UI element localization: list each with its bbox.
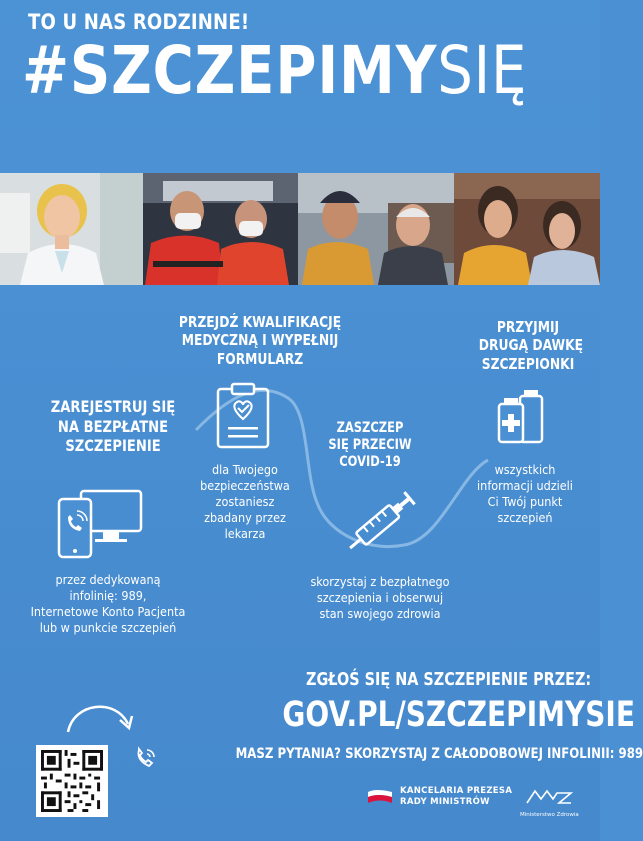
- mz-logo-text: Ministerstwo Zdrowia: [520, 812, 579, 818]
- phone-icon: [134, 746, 158, 770]
- qr-code-pattern: [41, 750, 103, 812]
- kprm-logo: [366, 786, 512, 807]
- kprm-logo-text: KANCELARIA PREZESA RADY MINISTRÓW: [400, 786, 513, 807]
- photo-paramedics: [143, 173, 298, 285]
- cta-register-via: ZGŁOŚ SIĘ NA SZCZEPIENIE PRZEZ:: [306, 669, 592, 690]
- step-qualify-title: PRZEJDŹ KWALIFIKACJĘ MEDYCZNĄ I WYPEŁNIJ FORMULARZ: [178, 313, 342, 368]
- cta-hotline: MASZ PYTANIA? SKORZYSTAJ Z CAŁODOBOWEJ INFOLINII: 989: [235, 746, 643, 762]
- tagline: TO U NAS RODZINNE!: [28, 10, 250, 34]
- step-register-title: ZAREJESTRUJ SIĘ NA BEZPŁATNE SZCZEPIENIE: [50, 397, 176, 456]
- polish-flag-icon: [366, 788, 394, 806]
- photo-cyclist-senior: [298, 173, 454, 285]
- qr-code[interactable]: [36, 745, 108, 817]
- step-vaccinate-title: ZASZCZEP SIĘ PRZECIW COVID-19: [328, 420, 412, 471]
- step-second-dose-text: wszystkich informacji udzieli Ci Twój punkt szczepień: [477, 462, 573, 525]
- photo-strip: [0, 173, 600, 285]
- step-qualify-text: dla Twojego bezpieczeństwa zostaniesz zbadany przez lekarza: [200, 462, 290, 541]
- step-register-text: przez dedykowaną infolinię: 989, Internetowe Konto Pacjenta lub w punkcie szczepień: [30, 572, 186, 635]
- photo-mother-daughter: [454, 173, 600, 285]
- clipboard-icon: [214, 381, 272, 449]
- cta-url[interactable]: GOV.PL/SZCZEPIMYSIE: [282, 695, 635, 735]
- arrow-icon: [60, 696, 140, 746]
- mz-logo-mark: [523, 786, 575, 806]
- step-second-dose-title: PRZYJMIJ DRUGĄ DAWKĘ SZCZEPIONKI: [478, 318, 584, 373]
- photo-doctor: [0, 173, 143, 285]
- hashtag-bold: #SZCZEPIMY: [22, 32, 438, 109]
- syringe-icon: [335, 482, 425, 564]
- vaccine-vials-icon: [496, 388, 556, 446]
- step-vaccinate-text: skorzystaj z bezpłatnego szczepienia i obserwuj stan swojego zdrowia: [310, 574, 450, 621]
- devices-icon: [55, 487, 145, 559]
- hashtag-thin: SIĘ: [437, 32, 528, 109]
- mz-logo: [520, 786, 579, 818]
- hashtag-title: [22, 32, 528, 109]
